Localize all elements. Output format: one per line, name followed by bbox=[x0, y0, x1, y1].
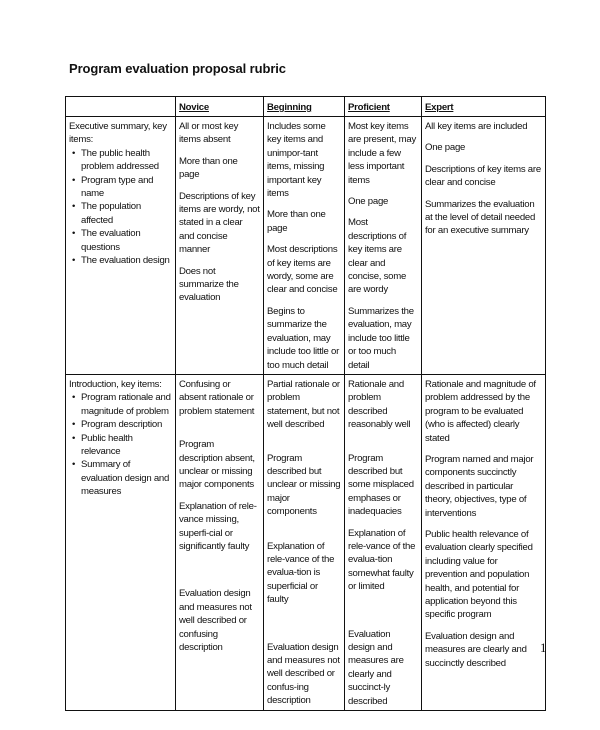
area-bullet-list bbox=[69, 391, 172, 498]
rubric-table bbox=[65, 96, 546, 711]
criterion-text: More than one page bbox=[179, 155, 238, 181]
list-item: • Program type and name bbox=[69, 174, 172, 201]
criterion-text: Begins to summarize the evaluation, may include too little or too much detail bbox=[267, 305, 340, 371]
criterion-text: All key items are included bbox=[425, 121, 528, 132]
criterion-text: Program described but some misplaced emphases or inadequacies bbox=[348, 452, 414, 518]
list-item: • The public health problem addressed bbox=[69, 147, 172, 174]
criterion-text: Program description absent, unclear or missing major components bbox=[179, 439, 255, 491]
criterion-text: Rationale and problem described reasonably well bbox=[348, 378, 411, 431]
area-heading: Executive summary, key items: bbox=[69, 121, 167, 146]
expert-cell bbox=[422, 374, 546, 710]
criterion-text: One page bbox=[348, 196, 389, 208]
criterion-text: Evaluation design and measures not well described or confus-ing description bbox=[267, 641, 340, 707]
table-row bbox=[66, 117, 546, 375]
beginning-cell bbox=[264, 374, 345, 710]
criterion-text: Most descriptions of key items are clear and concise, some are wordy bbox=[348, 217, 407, 296]
page-title: Program evaluation proposal rubric bbox=[69, 61, 286, 76]
list-item: • Program description bbox=[69, 418, 172, 431]
proficient-cell bbox=[345, 117, 422, 375]
criterion-text: Program named and major components succinctly described in particular theory, objectives, type of interventions bbox=[425, 453, 534, 519]
criterion-text: Partial rationale or problem statement, but not well described bbox=[267, 378, 340, 431]
area-cell bbox=[66, 374, 176, 710]
criterion-text: Program described but unclear or missing major components bbox=[267, 452, 341, 518]
criterion-text: Rationale and magnitude of problem addressed by the program to be evaluated (who is affected) clearly stated bbox=[425, 378, 536, 444]
area-heading: Introduction, key items: bbox=[69, 378, 162, 390]
list-item: • The evaluation design bbox=[69, 254, 172, 267]
list-item: • The evaluation questions bbox=[69, 227, 172, 254]
criterion-text: Descriptions of key items are wordy, not stated in a clear and concise manner bbox=[179, 190, 260, 256]
list-item: • Summary of evaluation design and measures bbox=[69, 458, 172, 498]
criterion-text: More than one page bbox=[267, 209, 326, 234]
expert-cell bbox=[422, 117, 546, 375]
criterion-text: Confusing or absent rationale or problem statement bbox=[179, 378, 255, 417]
criterion-text: Public health relevance of evaluation clearly specified including value for prevention and population health, and potential for application beyond this specific program bbox=[425, 528, 533, 621]
column-header-proficient: Proficient bbox=[345, 97, 422, 117]
criterion-text: Does not summarize the evaluation bbox=[179, 265, 239, 304]
area-cell bbox=[66, 117, 176, 375]
area-bullet-list bbox=[69, 147, 172, 268]
column-header-expert: Expert bbox=[422, 97, 546, 117]
column-header-area bbox=[66, 97, 176, 117]
list-item: • Public health relevance bbox=[69, 432, 172, 459]
criterion-text: One page bbox=[425, 142, 466, 154]
proficient-cell bbox=[345, 374, 422, 710]
beginning-cell bbox=[264, 117, 345, 375]
table-header-row bbox=[66, 97, 546, 117]
criterion-text: Explanation of rele-vance missing, superfi-cial or significantly faulty bbox=[179, 500, 257, 552]
table-row bbox=[66, 374, 546, 710]
list-item: • The population affected bbox=[69, 200, 172, 227]
novice-cell bbox=[176, 374, 264, 710]
criterion-text: All or most key items absent bbox=[179, 121, 239, 146]
criterion-text: Descriptions of key items are clear and concise bbox=[425, 163, 541, 189]
criterion-text: Summarizes the evaluation, may include too little or too much detail bbox=[348, 305, 414, 371]
criterion-text: Most key items are present, may include a few less important items bbox=[348, 121, 416, 186]
criterion-text: Evaluation design and measures not well described or confusing description bbox=[179, 588, 252, 653]
criterion-text: Most descriptions of key items are wordy, some are clear and concise bbox=[267, 244, 338, 296]
criterion-text: Evaluation design and measures are clearly and succinct-ly described bbox=[348, 628, 404, 707]
criterion-text: Evaluation design and measures are clearly and succinctly described bbox=[425, 630, 527, 669]
criterion-text: Explanation of rele-vance of the evalua-tion is superficial or faulty bbox=[267, 540, 335, 606]
column-header-novice: Novice bbox=[176, 97, 264, 117]
criterion-text: Includes some key items and unimpor-tant items, missing important key items bbox=[267, 121, 326, 200]
page-number: 1 bbox=[540, 640, 547, 655]
criterion-text: Summarizes the evaluation at the level of detail needed for an executive summary bbox=[425, 198, 536, 237]
list-item: • Program rationale and magnitude of problem bbox=[69, 391, 172, 418]
column-header-beginning: Beginning bbox=[264, 97, 345, 117]
criterion-text: Explanation of rele-vance of the evalua-tion somewhat faulty or limited bbox=[348, 527, 416, 593]
novice-cell bbox=[176, 117, 264, 375]
